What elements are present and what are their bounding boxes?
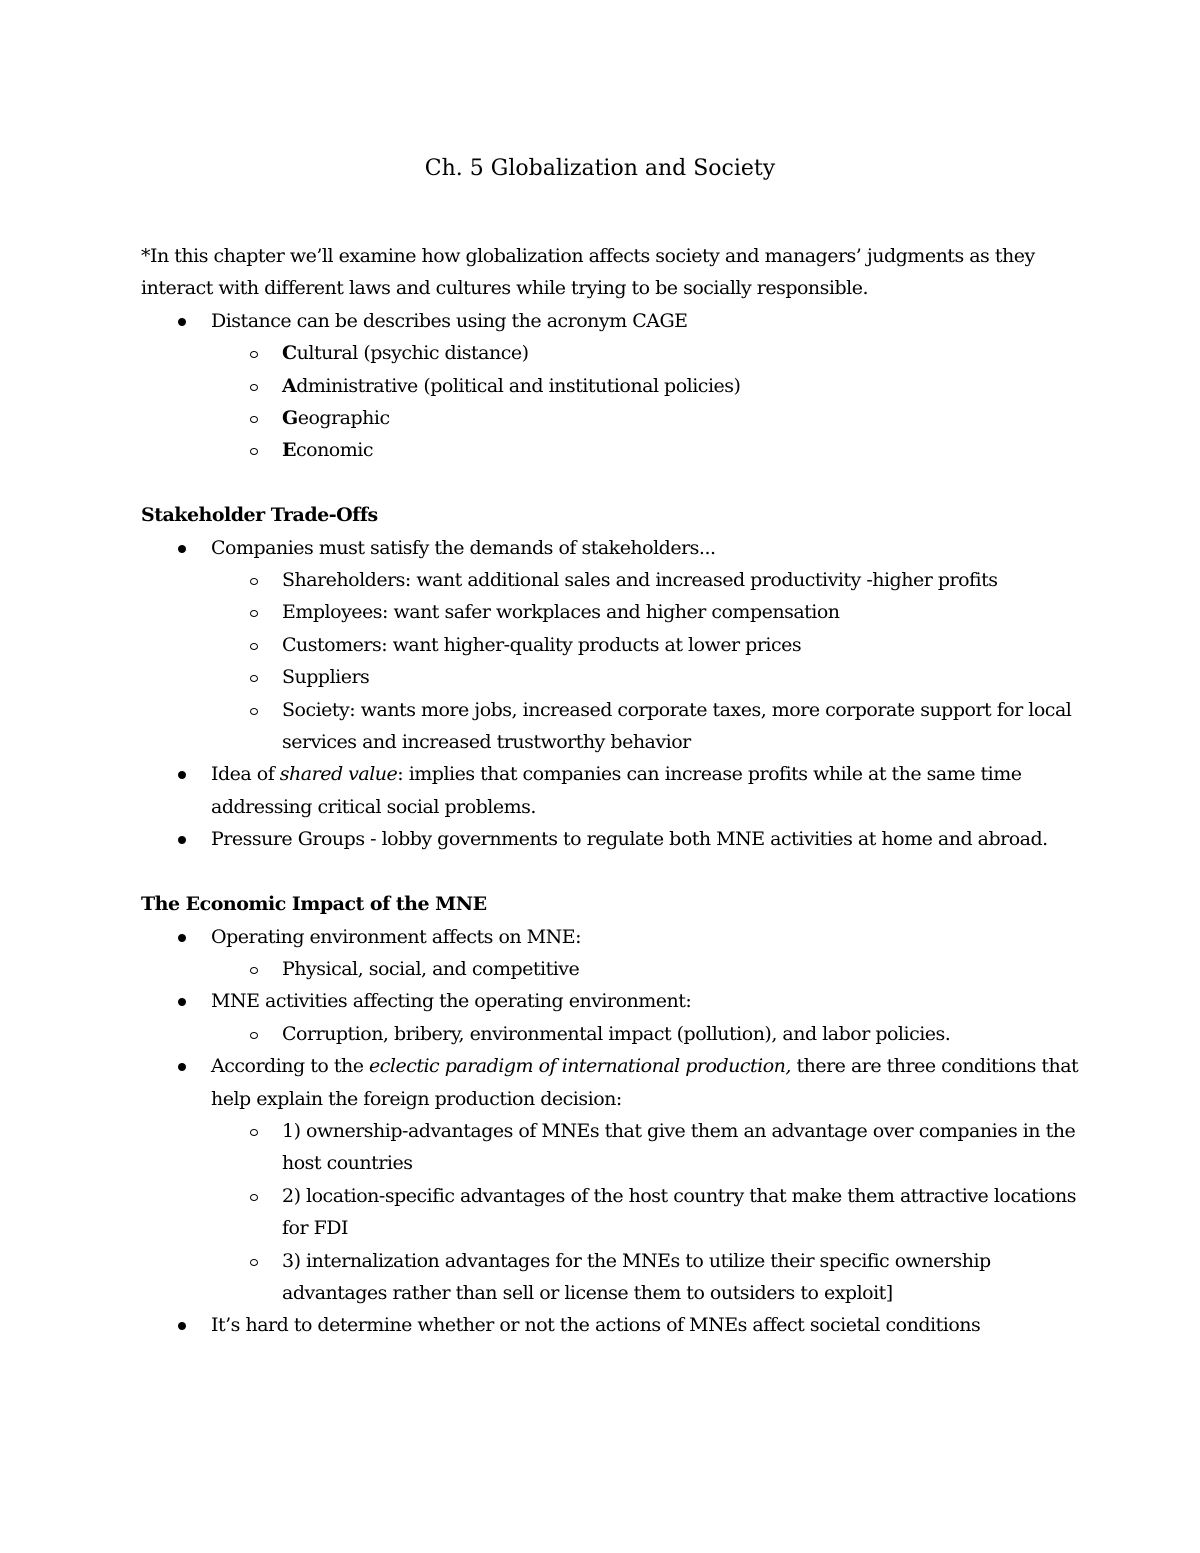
list-item: Shareholders: want additional sales and increased productivity -higher profits xyxy=(141,564,1081,596)
bullet-icon xyxy=(178,998,186,1006)
section-heading-economic: The Economic Impact of the MNE xyxy=(141,893,487,916)
cage-item-cultural: Cultural (psychic distance) xyxy=(141,337,1081,369)
list-item: MNE activities affecting the operating environment: Corruption, bribery, environmental impact (pollution), and labor policies. xyxy=(141,985,1081,1050)
bullet-icon xyxy=(178,1063,186,1071)
list-item: Employees: want safer workplaces and higher compensation xyxy=(141,596,1081,628)
list-item: Companies must satisfy the demands of stakeholders... Shareholders: want additional sales and increased productivity -higher profits Employees: want safer workplaces and higher compensation Customers: want higher-quality products at lower prices Suppliers Society: wants more jobs, increased corporate taxes, more corporate support for local services and increased trustworthy behavior xyxy=(141,532,1081,759)
cage-item-geographic: Geographic xyxy=(141,402,1081,434)
cage-item-administrative: Administrative (political and institutional policies) xyxy=(141,370,1081,402)
bullet-icon xyxy=(178,934,186,942)
bullet-icon xyxy=(178,1322,186,1330)
circle-bullet-icon xyxy=(250,1259,258,1266)
list-item: Society: wants more jobs, increased corporate taxes, more corporate support for local services and increased trustworthy behavior xyxy=(141,694,1081,759)
list-item: It’s hard to determine whether or not the actions of MNEs affect societal conditions xyxy=(141,1309,1081,1341)
list-item: Physical, social, and competitive xyxy=(141,953,1081,985)
circle-bullet-icon xyxy=(250,967,258,974)
intro-paragraph: *In this chapter we’ll examine how globalization affects society and managers’ judgments as they interact with different laws and cultures while trying to be socially responsible. xyxy=(141,245,1035,300)
bullet-icon xyxy=(178,836,186,844)
document-body xyxy=(141,240,1081,1342)
list-item: Customers: want higher-quality products at lower prices xyxy=(141,629,1081,661)
economic-list xyxy=(141,921,1081,1342)
cage-sublist xyxy=(211,337,1081,467)
list-item: Corruption, bribery, environmental impact (pollution), and labor policies. xyxy=(141,1018,1081,1050)
stakeholder-groups xyxy=(211,564,1081,758)
bullet-icon xyxy=(178,318,186,326)
stakeholders-list xyxy=(141,532,1081,856)
list-item: 1) ownership-advantages of MNEs that give them an advantage over companies in the host countries xyxy=(141,1115,1081,1180)
circle-bullet-icon xyxy=(250,351,258,358)
circle-bullet-icon xyxy=(250,1032,258,1039)
list-item: Operating environment affects on MNE: Physical, social, and competitive xyxy=(141,921,1081,986)
list-item: Suppliers xyxy=(141,661,1081,693)
list-item: 3) internalization advantages for the MNEs to utilize their specific ownership advantages rather than sell or license them to outsiders to exploit] xyxy=(141,1245,1081,1310)
circle-bullet-icon xyxy=(250,675,258,682)
list-item: Pressure Groups - lobby governments to regulate both MNE activities at home and abroad. xyxy=(141,823,1081,855)
cage-list xyxy=(141,305,1081,467)
circle-bullet-icon xyxy=(250,1194,258,1201)
eclectic-conditions xyxy=(211,1115,1081,1309)
list-item: 2) location-specific advantages of the host country that make them attractive locations for FDI xyxy=(141,1180,1081,1245)
circle-bullet-icon xyxy=(250,384,258,391)
circle-bullet-icon xyxy=(250,578,258,585)
list-item: Distance can be describes using the acronym CAGE Cultural (psychic distance) Administrative (political and institutional policies) Geographic Economic xyxy=(141,305,1081,467)
list-item: Idea of shared value: implies that companies can increase profits while at the same time addressing critical social problems. xyxy=(141,758,1081,823)
circle-bullet-icon xyxy=(250,448,258,455)
page-title: Ch. 5 Globalization and Society xyxy=(424,156,776,181)
circle-bullet-icon xyxy=(250,610,258,617)
bullet-icon xyxy=(178,771,186,779)
list-item: According to the eclectic paradigm of international production, there are three conditions that help explain the foreign production decision: 1) ownership-advantages of MNEs that give them an advantage over companies in the host countries 2) location-specific advantages of the host country that make them attractive locations for FDI 3) internalization advantages for the MNEs to utilize their specific ownership advantages rather than sell or license them to outsiders to exploit] xyxy=(141,1050,1081,1309)
bullet-icon xyxy=(178,545,186,553)
cage-item-economic: Economic xyxy=(141,434,1081,466)
circle-bullet-icon xyxy=(250,708,258,715)
circle-bullet-icon xyxy=(250,643,258,650)
circle-bullet-icon xyxy=(250,416,258,423)
circle-bullet-icon xyxy=(250,1129,258,1136)
section-heading-stakeholders: Stakeholder Trade-Offs xyxy=(141,504,378,527)
